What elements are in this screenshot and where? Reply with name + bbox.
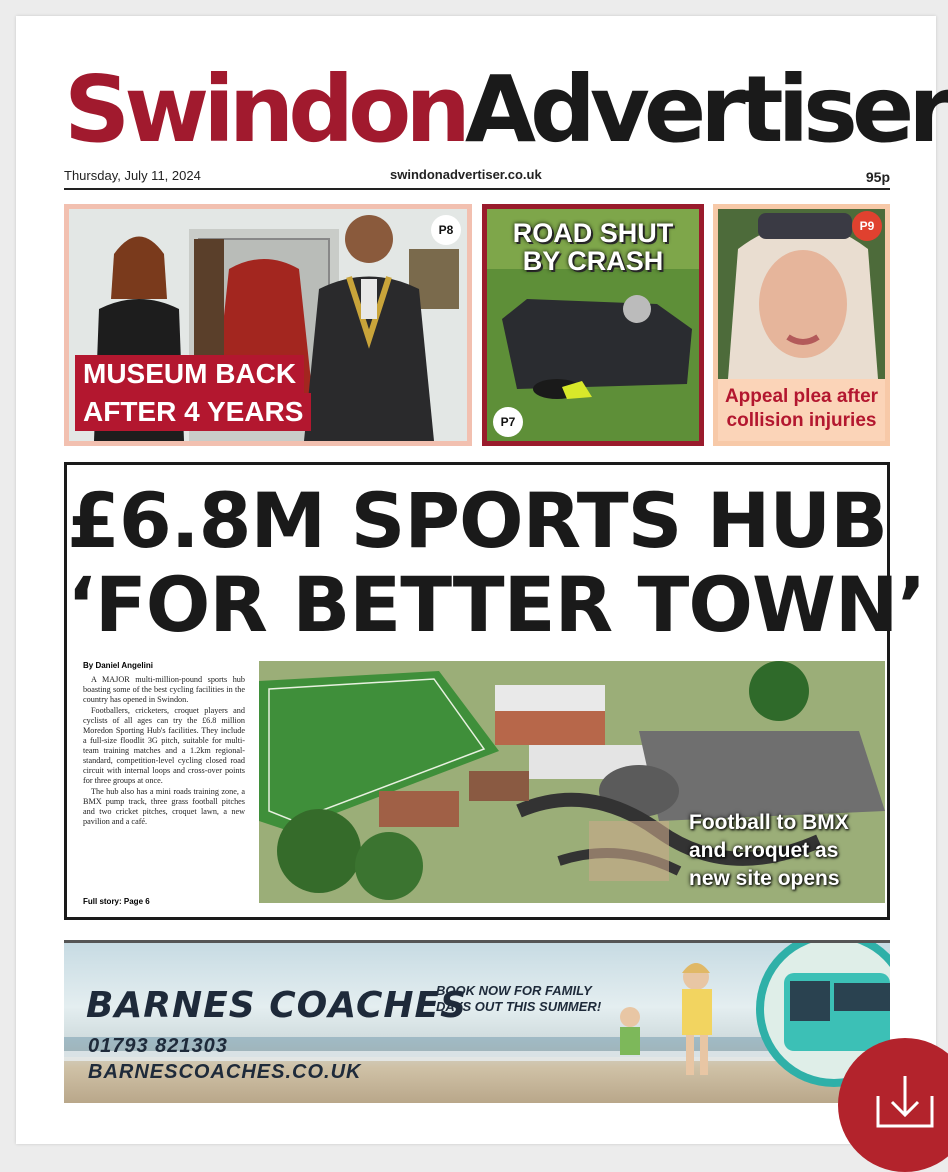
byline: By Daniel Angelini (83, 661, 153, 670)
lead-headline-2: ‘FOR BETTER TOWN’ (67, 560, 926, 649)
barnes-coaches-advert (64, 940, 890, 1103)
masthead-swindon: Swindon (64, 56, 465, 163)
road-headline-1: ROAD SHUT (512, 218, 674, 248)
lead-headline-1: £6.8M SPORTS HUB (67, 476, 888, 565)
full-story-link: Full story: Page 6 (83, 897, 150, 906)
advert-tagline (436, 983, 626, 1015)
story-paragraph: The hub also has a mini roads training zone, a BMX pump track, three grass football pitches and two cricket pitches, croquet lawn, a new pavilion and a café. (83, 787, 245, 826)
masthead (64, 56, 948, 163)
road-headline (487, 219, 699, 275)
newspaper-front-page (16, 16, 948, 1144)
museum-headline-1: MUSEUM BACK (75, 355, 304, 393)
museum-teaser (64, 204, 472, 446)
advert-tagline-1: BOOK NOW FOR FAMILY (436, 983, 592, 998)
lead-story (64, 462, 926, 920)
aerial-caption-1: Football to BMX (689, 811, 849, 834)
lead-headline (67, 476, 926, 649)
museum-headline-2: AFTER 4 YEARS (75, 393, 311, 431)
aerial-caption (689, 809, 873, 893)
appeal-teaser (713, 204, 890, 446)
aerial-caption-2: and croquet as (689, 839, 839, 862)
appeal-caption-1: Appeal plea after (724, 386, 879, 407)
sports-hub-aerial-photo (259, 661, 885, 903)
advert-website: BARNESCOACHES.CO.UK (88, 1061, 362, 1083)
cover-price: 95p (865, 169, 890, 185)
appeal-caption (718, 379, 885, 441)
appeal-caption-2: collision injuries (726, 410, 877, 431)
website-url: swindonadvertiser.co.uk (390, 167, 542, 182)
story-body (83, 675, 245, 828)
advert-title: BARNES COACHES (86, 985, 468, 1026)
download-button[interactable] (838, 1038, 948, 1172)
dateline (64, 164, 890, 190)
advert-tagline-2: DAYS OUT THIS SUMMER! (436, 999, 602, 1014)
aerial-caption-3: new site opens (689, 867, 840, 890)
road-teaser (482, 204, 704, 446)
page-badge-p9: P9 (852, 211, 882, 241)
story-paragraph: Footballers, cricketers, croquet players and cyclists of all ages can try the £6.8 million Moredon Sporting Hub's facilities. They include a full-size floodlit 3G pitch, suitable for multi-team training matches and a 1.2km regional-standard, competition-level cycling closed road circuit with internal loops and cross-over points for three groups at once. (83, 706, 245, 785)
masthead-advertiser: Advertiser (464, 56, 948, 163)
download-icon (838, 1038, 948, 1172)
advert-phone: 01793 821303 (88, 1035, 228, 1057)
issue-date: Thursday, July 11, 2024 (64, 168, 201, 183)
road-headline-2: BY CRASH (522, 246, 664, 276)
page-badge-p7: P7 (493, 407, 523, 437)
page-badge-p8: P8 (431, 215, 461, 245)
story-paragraph: A MAJOR multi-million-pound sports hub boasting some of the best cycling facilities in the country has opened in Swindon. (83, 675, 245, 704)
